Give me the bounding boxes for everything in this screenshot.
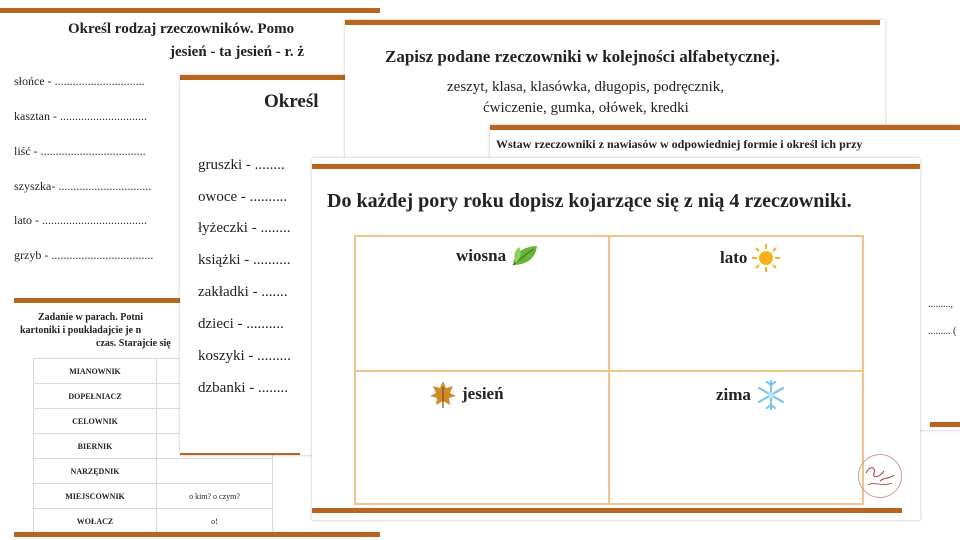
sheet4-words-line1: zeszyt, klasa, klasówka, długopis, podręcznik, bbox=[447, 79, 725, 95]
season-autumn bbox=[428, 379, 504, 409]
sheet5-dots1: ........., bbox=[928, 299, 953, 310]
season-spring-label: wiosna bbox=[456, 246, 507, 265]
list-item: książki - .......... bbox=[198, 252, 291, 268]
accent-bar bbox=[0, 8, 380, 13]
sheet5-title: Wstaw rzeczowniki z nawiasów w odpowiedniej formie i określ ich przy bbox=[496, 137, 863, 151]
table-cell: MIANOWNIK bbox=[34, 359, 157, 384]
table-cell: o! bbox=[157, 509, 273, 534]
table-cell: NARZĘDNIK bbox=[34, 459, 157, 484]
table-cell: WOŁACZ bbox=[34, 509, 157, 534]
season-spring bbox=[456, 243, 540, 269]
accent-bar bbox=[930, 422, 960, 427]
list-item: lato - ................................... bbox=[14, 213, 147, 227]
sheet3-title: Określ bbox=[264, 91, 319, 112]
sheet2-title-line3: czas. Starajcie się bbox=[96, 338, 171, 349]
season-winter bbox=[716, 379, 787, 411]
autumn-leaf-icon bbox=[428, 379, 458, 409]
sheet4-words-line2: ćwiczenie, gumka, ołówek, kredki bbox=[483, 100, 689, 116]
green-leaf-icon bbox=[510, 243, 540, 269]
season-summer-label: lato bbox=[720, 248, 748, 267]
table-cell: o kim? o czym? bbox=[157, 484, 273, 509]
accent-bar bbox=[345, 20, 880, 25]
list-item: owoce - .......... bbox=[198, 189, 288, 205]
accent-bar bbox=[490, 125, 960, 130]
season-winter-label: zima bbox=[716, 385, 751, 404]
logo-script-mark bbox=[862, 461, 898, 491]
accent-bar bbox=[312, 508, 902, 513]
table-row bbox=[34, 484, 273, 509]
list-item: grzyb - .................................. bbox=[14, 248, 154, 262]
accent-bar bbox=[312, 164, 920, 169]
main-title: Do każdej pory roku dopisz kojarzące się z nią 4 rzeczowniki. bbox=[327, 190, 852, 212]
sheet1-title-line2: jesień - ta jesień - r. ż bbox=[170, 44, 304, 60]
list-item: zakładki - ....... bbox=[198, 284, 288, 300]
list-item: gruszki - ........ bbox=[198, 157, 285, 173]
seasons-grid bbox=[354, 235, 864, 505]
grid-divider-horizontal bbox=[356, 370, 862, 372]
table-cell: BIERNIK bbox=[34, 434, 157, 459]
list-item: łyżeczki - ........ bbox=[198, 220, 291, 236]
list-item: szyszka- ............................... bbox=[14, 179, 152, 193]
table-row bbox=[34, 459, 273, 484]
sheet2-title-line1: Zadanie w parach. Potni bbox=[38, 312, 144, 323]
list-item: słońce - .............................. bbox=[14, 74, 145, 88]
sheet2-title-line2: kartoniki i poukładajcie je n bbox=[20, 325, 142, 336]
list-item: dzieci - .......... bbox=[198, 316, 284, 332]
list-item: dzbanki - ........ bbox=[198, 380, 288, 396]
snowflake-icon bbox=[755, 379, 787, 411]
brand-logo bbox=[858, 454, 902, 498]
list-item: koszyki - ......... bbox=[198, 348, 291, 364]
sheet1-title-line1: Określ rodzaj rzeczowników. Pomo bbox=[68, 21, 295, 37]
worksheet-seasons bbox=[312, 158, 920, 520]
table-cell: DOPEŁNIACZ bbox=[34, 384, 157, 409]
accent-bar bbox=[14, 532, 380, 537]
season-summer bbox=[720, 243, 781, 273]
list-item: liść - ................................... bbox=[14, 144, 146, 158]
table-cell: MIEJSCOWNIK bbox=[34, 484, 157, 509]
table-cell: CELOWNIK bbox=[34, 409, 157, 434]
sun-icon bbox=[751, 243, 781, 273]
accent-bar bbox=[180, 453, 300, 455]
table-row bbox=[34, 509, 273, 534]
sheet5-dots2: ......... ( bbox=[928, 326, 957, 337]
sheet4-title: Zapisz podane rzeczowniki w kolejności alfabetycznej. bbox=[385, 47, 780, 66]
season-autumn-label: jesień bbox=[462, 384, 504, 403]
list-item: kasztan - ............................. bbox=[14, 109, 147, 123]
